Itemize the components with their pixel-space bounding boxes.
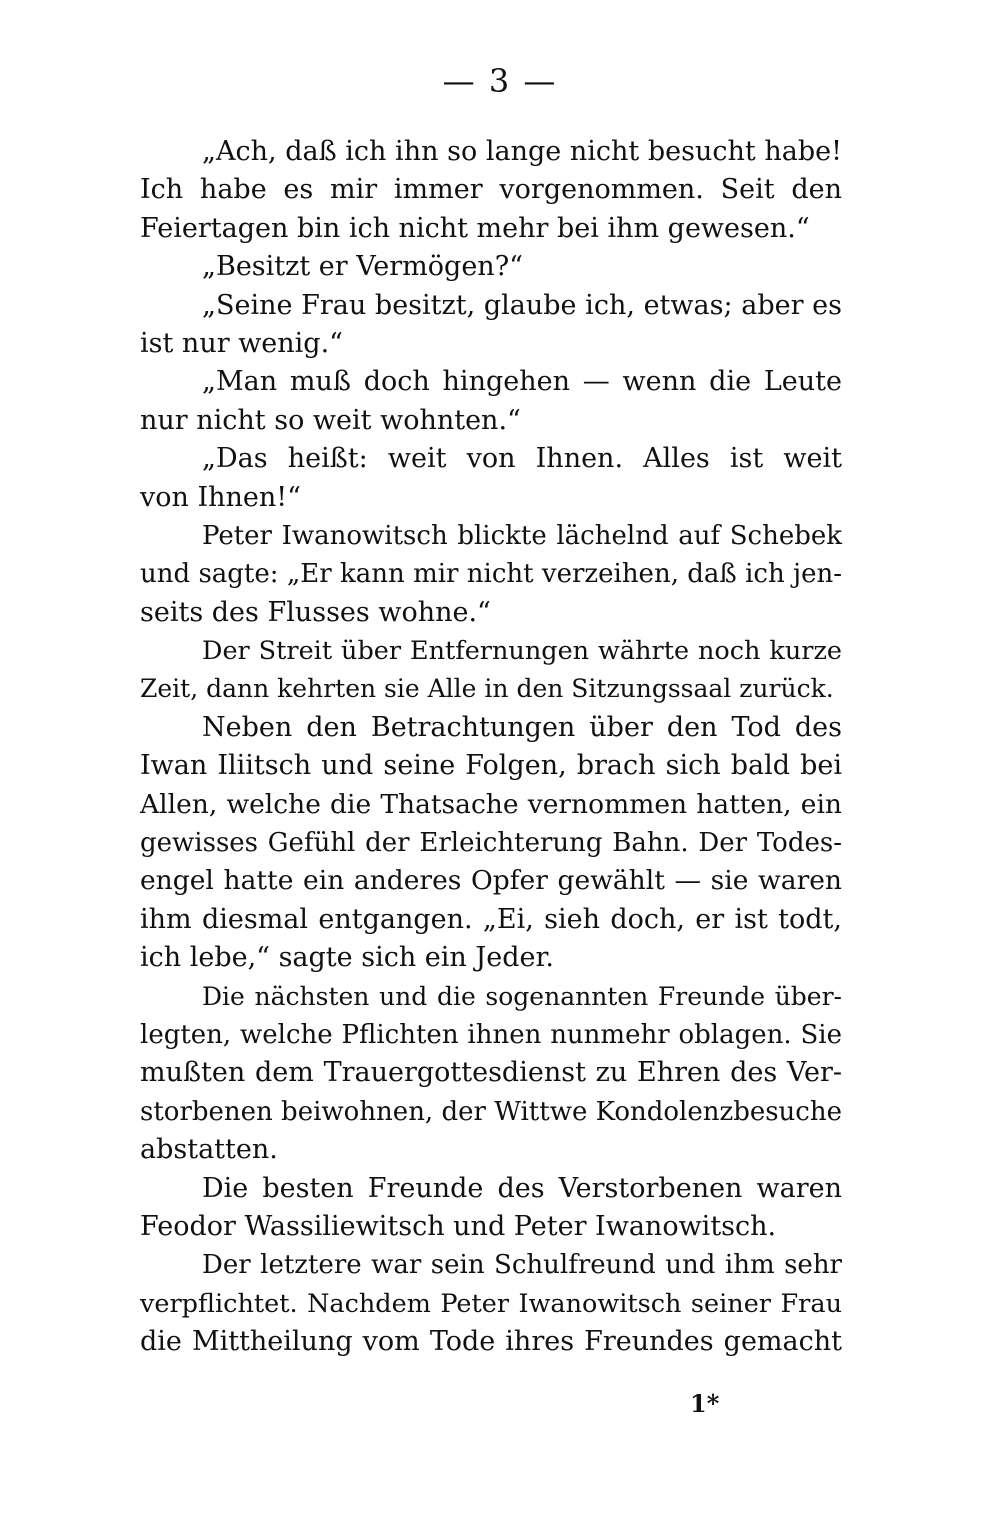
text-line: von Ihnen!“: [140, 481, 301, 513]
text-line: Feiertagen bin ich nicht mehr bei ihm gewesen.“: [140, 212, 810, 244]
text-line: Zeit, dann kehrten sie Alle in den Sitzungssaal zurück.: [140, 674, 834, 704]
text-line: storbenen beiwohnen, der Wittwe Kondolenzbesuche: [140, 1096, 842, 1127]
text-line: ihm diesmal entgangen. „Ei, sieh doch, er ist todt,: [140, 903, 842, 935]
text-line: Die besten Freunde des Verstorbenen waren: [202, 1172, 842, 1204]
text-line: Neben den Betrachtungen über den Tod des: [202, 711, 842, 743]
text-line: Der letztere war sein Schulfreund und ihm sehr: [202, 1250, 842, 1281]
text-line: Allen, welche die Thatsache vernommen hatten, ein: [140, 788, 842, 820]
text-line: Die nächsten und die sogenannten Freunde über-: [202, 981, 842, 1011]
text-line: „Das heißt: weit von Ihnen. Alles ist weit: [202, 443, 842, 475]
text-line: Peter Iwanowitsch blickte lächelnd auf Schebek: [202, 520, 842, 551]
text-line: nur nicht so weit wohnten.“: [140, 404, 521, 436]
text-line: verpflichtet. Nachdem Peter Iwanowitsch seiner Frau: [140, 1288, 842, 1319]
text-line: ist nur wenig.“: [140, 327, 343, 359]
text-line: mußten dem Trauergottesdienst zu Ehren des Ver-: [140, 1057, 842, 1089]
text-line: Iwan Iliitsch und seine Folgen, brach sich bald bei: [140, 750, 842, 782]
text-line: „Besitzt er Vermögen?“: [202, 251, 523, 283]
text-line: „Ach, daß ich ihn so lange nicht besucht habe!: [202, 136, 842, 167]
text-line: und sagte: „Er kann mir nicht verzeihen, daß ich jen-: [140, 559, 842, 590]
body-text: [140, 133, 842, 1362]
text-line: ich lebe,“ sagte sich ein Jeder.: [140, 942, 554, 974]
text-line: Ich habe es mir immer vorgenommen. Seit den: [140, 174, 842, 206]
text-line: engel hatte ein anderes Opfer gewählt — sie waren: [140, 865, 842, 897]
text-line: gewisses Gefühl der Erleichterung Bahn. Der Todes-: [140, 828, 842, 859]
printer-signature-mark: 1*: [690, 1389, 720, 1418]
text-line: „Man muß doch hingehen — wenn die Leute: [202, 366, 842, 398]
text-line: Feodor Wassiliewitsch und Peter Iwanowitsch.: [140, 1210, 777, 1242]
text-line: Der Streit über Entfernungen währte noch kurze: [202, 636, 842, 667]
text-line: abstatten.: [140, 1134, 278, 1166]
text-line: „Seine Frau besitzt, glaube ich, etwas; aber es: [202, 289, 842, 321]
text-line: die Mittheilung vom Tode ihres Freundes gemacht: [140, 1326, 842, 1358]
text-line: legten, welche Pflichten ihnen nunmehr oblagen. Sie: [140, 1019, 842, 1050]
page-number: — 3 —: [442, 62, 558, 100]
text-line: seits des Flusses wohne.“: [140, 596, 491, 628]
